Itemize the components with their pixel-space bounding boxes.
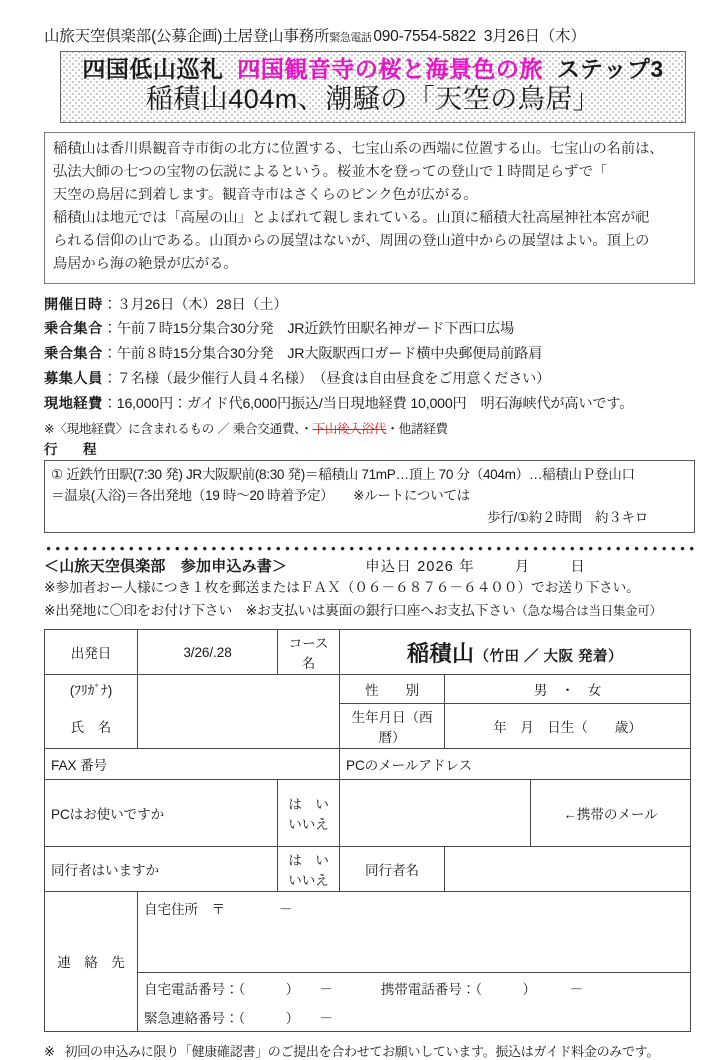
- info-label: 開催日時: [44, 296, 103, 313]
- pc-use-yes-no[interactable]: は い いいえ: [278, 779, 340, 846]
- application-note-2-main: ※出発地に〇印をお付け下さい ※お支払いは裏面の銀行口座へお支払下さい: [44, 602, 516, 618]
- title-series: 四国低山巡礼: [82, 56, 224, 83]
- pc-mail-input-cell[interactable]: [340, 779, 531, 846]
- pc-mail-label[interactable]: PCのメールアドレス: [340, 748, 691, 779]
- footer-note: [44, 1041, 695, 1060]
- title-banner: [60, 51, 686, 123]
- course-name: 稲積山: [406, 640, 475, 666]
- info-row-capacity: [44, 367, 695, 392]
- course-value-cell: [340, 630, 691, 675]
- application-note-2: [44, 600, 695, 622]
- table-row: [45, 675, 691, 704]
- info-value: ：７名様（最少催行人員４名様） （昼食は自由昼食をご用意ください）: [102, 371, 551, 388]
- home-address-field[interactable]: 自宅住所 〒 －: [138, 891, 691, 972]
- info-row-meet-2: [44, 342, 695, 367]
- companion-yes-no[interactable]: は い いいえ: [278, 846, 340, 891]
- info-label: 募集人員: [44, 371, 103, 388]
- info-value: ：午前７時15分集合30分発 JR近鉄竹田駅名神ガード下西口広場: [102, 321, 515, 338]
- itinerary-walking-summary: 歩行/①約２時間 約３キロ: [487, 509, 648, 525]
- application-note-1: ※参加者おー人様につき１枚を郵送またはＦＡＸ（０６－６８７６－６４００）でお送り下さい。: [44, 579, 640, 595]
- application-heading: [44, 555, 695, 576]
- companion-name-input-cell[interactable]: [445, 846, 691, 891]
- emergency-phone-field[interactable]: 緊急連絡番号：（ ） －: [138, 1003, 691, 1032]
- info-label: 現地経費: [44, 396, 103, 413]
- itinerary-heading: 行 程: [44, 442, 103, 458]
- note-prefix: ※〈現地経費〉に含まれるもの ／ 乗合交通費、・: [44, 422, 313, 437]
- title-line-1: [61, 56, 685, 83]
- companion-name-label: 同行者名: [340, 846, 445, 891]
- organization-name: 山旅天空倶楽部(公募企画)土居登山事務所: [44, 28, 330, 45]
- itinerary-line-1: ① 近鉄竹田駅(7:30 発) JR大阪駅前(8:30 発)＝稲積山 71mP…頂上 70 分（404m）…稲積山Ｐ登山口: [51, 467, 635, 483]
- description-line: 稲積山は地元では「高屋の山」とよばれて親しまれている。山頂に稲積大社高屋神社本宮が祀: [53, 210, 650, 227]
- pc-use-label: PCはお使いですか: [45, 779, 278, 846]
- name-input-cell[interactable]: [138, 675, 340, 749]
- emergency-phone-label: 緊急電話: [329, 32, 372, 44]
- course-route: （竹田 ／ 大阪 発着）: [474, 648, 624, 665]
- description-line: 稲積山は香川県観音寺市街の北方に位置する、七宝山系の西端に位置する山。七宝山の名前は、: [53, 140, 664, 157]
- description-line: 天空の鳥居に到着します。観音寺市はさくらのピンク色が広がる。: [53, 186, 478, 203]
- home-phone-field[interactable]: 自宅電話番号：（ ） －: [144, 981, 333, 997]
- day-unit: 日: [570, 558, 586, 575]
- emergency-phone-number: 090-7554-5822: [373, 28, 476, 45]
- title-line-2: 稲積山404m、潮騒の「天空の鳥居」: [145, 84, 601, 115]
- table-row: [45, 891, 691, 972]
- course-label: コース名: [278, 630, 340, 675]
- contact-label: 連 絡 先: [45, 891, 138, 1031]
- mobile-mail-label: ←携帯のメール: [531, 779, 691, 846]
- itinerary-box: [44, 460, 695, 532]
- info-label: 乗合集合: [44, 321, 103, 338]
- gender-label: 性 別: [340, 675, 445, 704]
- apply-year-value: 2026: [417, 558, 455, 575]
- table-row: [45, 1003, 691, 1032]
- table-row: [45, 972, 691, 1003]
- application-form-table: [44, 629, 691, 1032]
- document-header: [44, 28, 695, 45]
- info-row-date: [44, 293, 695, 318]
- birth-value[interactable]: 年 月 日生（ 歳）: [445, 703, 691, 748]
- fax-label[interactable]: FAX 番号: [45, 748, 340, 779]
- note-suffix: ・他諸経費: [386, 422, 448, 437]
- title-highlight: 四国観音寺の桜と海景色の旅: [237, 56, 543, 83]
- month-unit: 月: [514, 558, 531, 575]
- furigana-label: (ﾌﾘｶﾞﾅ): [45, 675, 138, 704]
- description-line: 鳥居から海の絶景が広がる。: [53, 256, 238, 273]
- event-info-list: [44, 293, 695, 418]
- application-title: ＜山旅天空倶楽部 参加申込み書＞: [44, 557, 288, 575]
- note-struck-item: 下山後入浴代: [312, 422, 387, 437]
- application-note-2-extra: （急な場合は当日集金可）: [515, 603, 662, 618]
- departure-date-label: 出発日: [45, 630, 138, 675]
- cost-inclusion-note: [44, 418, 695, 437]
- info-label: 乗合集合: [44, 346, 103, 363]
- section-divider: [44, 540, 695, 552]
- departure-date-value[interactable]: 3/26/.28: [138, 630, 278, 675]
- info-value: ：３月26日（木）28日（土）: [102, 296, 288, 313]
- footer-text: 初回の申込みに限り「健康確認書」のご提出を合わせてお願いしています。振込はガイド料金のみです。: [64, 1043, 660, 1059]
- companion-label: 同行者はいますか: [45, 846, 278, 891]
- table-row: [45, 846, 691, 891]
- apply-date-label: 申込日: [365, 558, 412, 575]
- itinerary-line-2: ＝温泉(入浴)＝各出発地（19 時～20 時着予定） ※ルートについては: [51, 488, 470, 504]
- table-row: [45, 779, 691, 846]
- footer-mark: ※: [44, 1043, 55, 1059]
- description-line: られる信仰の山である。山頂からの展望はないが、周囲の登山道中からの展望はよい。頂上の: [53, 233, 650, 250]
- info-row-meet-1: [44, 317, 695, 342]
- birth-label: 生年月日（西暦）: [340, 703, 445, 748]
- phone-row: [138, 972, 691, 1003]
- header-date: 3月26日（木）: [483, 28, 586, 45]
- table-row: [45, 630, 691, 675]
- info-value: ：午前８時15分集合30分発 JR大阪駅西口ガード横中央郵便局前路肩: [102, 346, 543, 363]
- year-unit: 年: [459, 558, 475, 575]
- info-value: ：16,000円：ガイド代6,000円振込/当日現地経費 10,000円 明石海峡代が高いです。: [102, 396, 634, 413]
- info-row-cost: [44, 392, 695, 417]
- table-row: [45, 748, 691, 779]
- title-step: ステップ3: [556, 56, 664, 83]
- description-line: 弘法大師の七つの宝物の伝説によるという。桜並木を登っての登山で１時間足らずで「: [53, 163, 608, 180]
- gender-options[interactable]: 男 ・ 女: [445, 675, 691, 704]
- mobile-phone-field[interactable]: 携帯電話番号：（ ） －: [380, 981, 584, 997]
- description-box: [44, 132, 695, 284]
- name-label: 氏 名: [45, 703, 138, 748]
